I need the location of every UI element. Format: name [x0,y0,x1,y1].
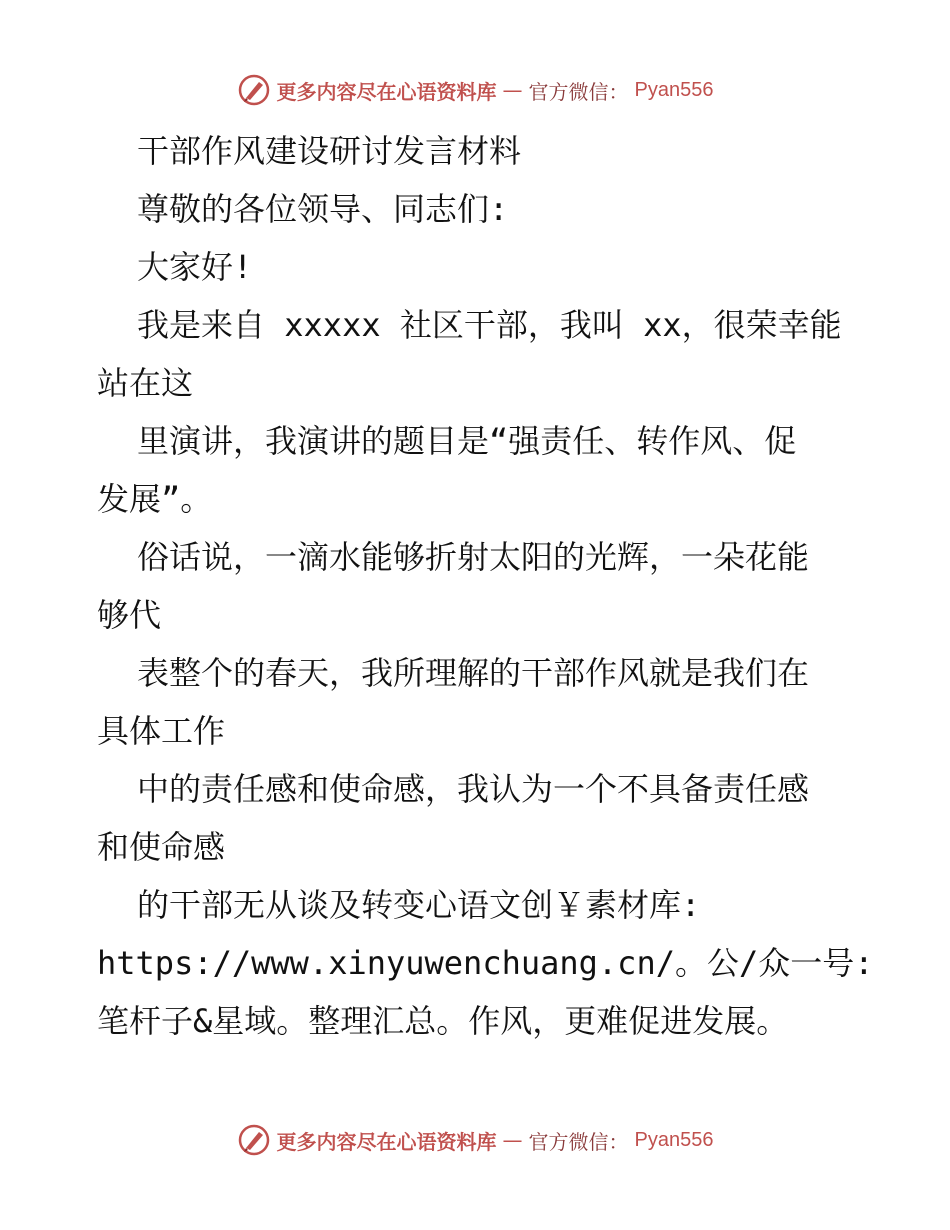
quill-pen-logo-icon [237,1123,271,1157]
watermark-brand: 更多内容尽在心语资料库 [276,1129,497,1154]
paragraph-line: 表整个的春天，我所理解的干部作风就是我们在 [137,654,810,692]
watermark-separator: — [502,1128,523,1152]
watermark-wechat-id: Pyan556 [634,1128,714,1151]
document-body [97,122,874,1050]
url-line: https://www.xinyuwenchuang.cn/。公/众一号: [97,944,874,982]
footer-watermark [0,1120,950,1160]
quill-pen-logo-icon [237,73,271,107]
header-watermark [0,70,950,110]
paragraph-line: 和使命感 [97,828,226,866]
paragraph-line: 站在这 [97,364,194,402]
watermark-wechat-id: Pyan556 [634,78,714,101]
paragraph-line: 俗话说，一滴水能够折射太阳的光辉，一朵花能 [137,538,810,576]
paragraph-line: 够代 [97,596,162,634]
salutation: 尊敬的各位领导、同志们: [137,190,509,228]
watermark-separator: — [502,78,523,102]
watermark-wechat-label: 官方微信： [528,79,629,104]
paragraph-line: 的干部无从谈及转变心语文创￥素材库: [137,886,701,924]
greeting: 大家好! [137,248,253,286]
paragraph-line: 发展”。 [97,480,213,518]
paragraph-line: 我是来自 xxxxx 社区干部，我叫 xx，很荣幸能 [137,306,842,344]
watermark-brand: 更多内容尽在心语资料库 [276,79,497,104]
document-title: 干部作风建设研讨发言材料 [137,132,522,170]
watermark-wechat-label: 官方微信： [528,1129,629,1154]
paragraph-line: 里演讲，我演讲的题目是“强责任、转作风、促 [137,422,797,460]
paragraph-line: 笔杆子&星域。整理汇总。作风，更难促进发展。 [97,1002,789,1040]
paragraph-line: 中的责任感和使命感，我认为一个不具备责任感 [137,770,810,808]
paragraph-line: 具体工作 [97,712,226,750]
